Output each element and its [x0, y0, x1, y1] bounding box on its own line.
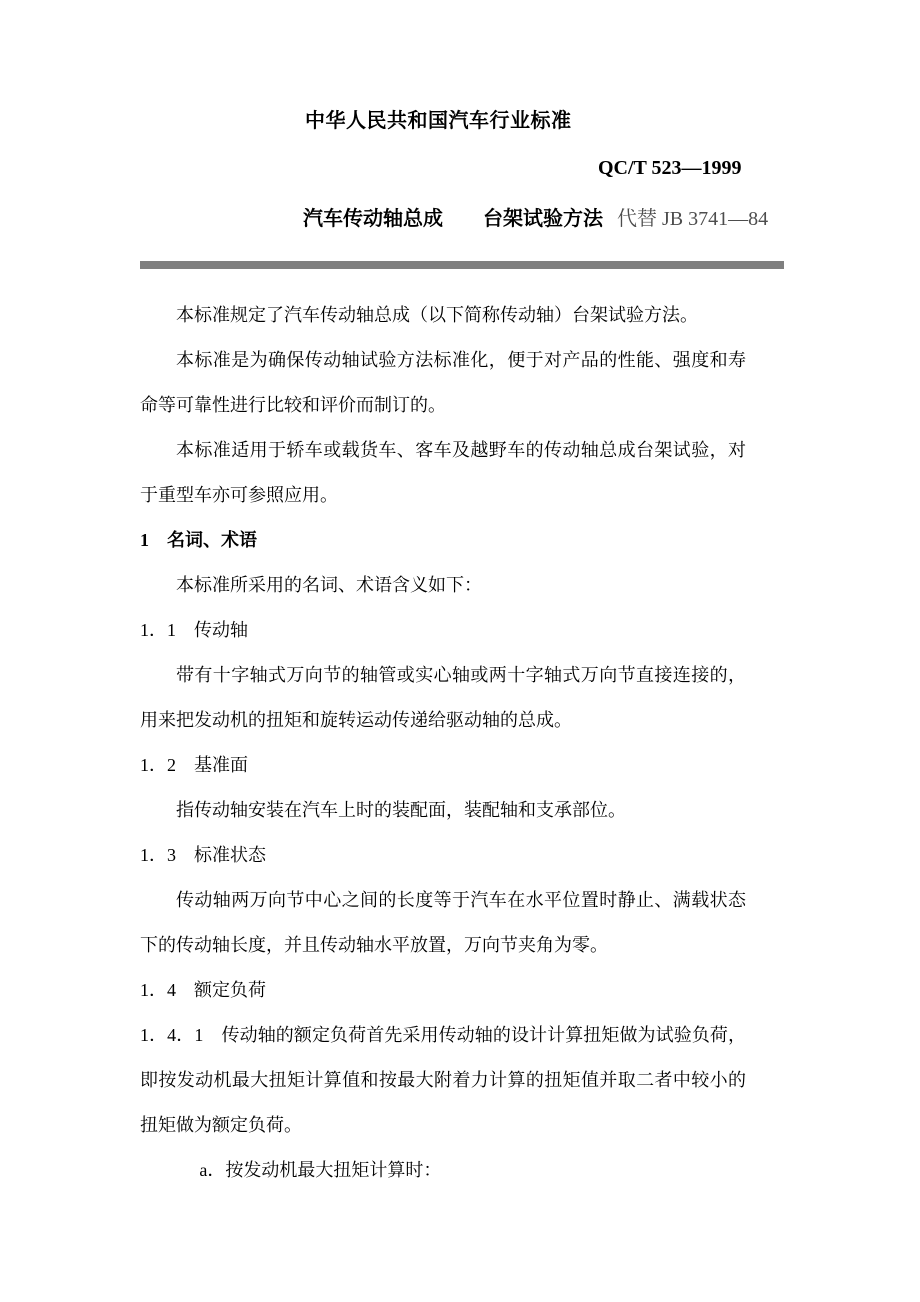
paragraph: 1．4．1 传动轴的额定负荷首先采用传动轴的设计计算扭矩做为试验负荷，即按发动机最大扭矩计算值和按最大附着力计算的扭矩值并取二者中较小的扭矩做为额定负荷。 [140, 1025, 746, 1135]
paragraph: 本标准所采用的名词、术语含义如下： [176, 575, 482, 595]
paragraph: 本标准规定了汽车传动轴总成（以下简称传动轴）台架试验方法。 [176, 305, 698, 325]
header-divider-bar [140, 261, 784, 269]
paragraph: 传动轴两万向节中心之间的长度等于汽车在水平位置时静止、满载状态下的传动轴长度，并且传动轴水平放置，万向节夹角为零。 [140, 890, 746, 955]
sub-heading: 1．3 标准状态 [140, 845, 266, 865]
standard-number: QC/T 523—1999 [598, 157, 742, 179]
sub-heading: 1．4 额定负荷 [140, 980, 266, 1000]
sub-heading: 1．1 传动轴 [140, 620, 248, 640]
sub-heading: 1．2 基准面 [140, 755, 248, 775]
paragraph: 指传动轴安装在汽车上时的装配面，装配轴和支承部位。 [176, 800, 626, 820]
doc-subtitle [303, 202, 768, 231]
paragraph: 本标准是为确保传动轴试验方法标准化，便于对产品的性能、强度和寿命等可靠性进行比较和评价而制订的。 [140, 350, 746, 415]
document-body [140, 293, 746, 1193]
section-heading: 1 名词、术语 [140, 530, 257, 550]
list-item: a．按发动机最大扭矩计算时： [199, 1160, 442, 1180]
doc-title: 中华人民共和国汽车行业标准 [305, 110, 572, 132]
paragraph: 带有十字轴式万向节的轴管或实心轴或两十字轴式万向节直接连接的，用来把发动机的扭矩和旋转运动传递给驱动轴的总成。 [140, 665, 746, 730]
doc-subtitle-main: 汽车传动轴总成 台架试验方法 [303, 208, 603, 230]
doc-subtitle-replaces-note: 代替 JB 3741—84 [617, 208, 769, 230]
paragraph: 本标准适用于轿车或载货车、客车及越野车的传动轴总成台架试验，对于重型车亦可参照应用。 [140, 440, 746, 505]
